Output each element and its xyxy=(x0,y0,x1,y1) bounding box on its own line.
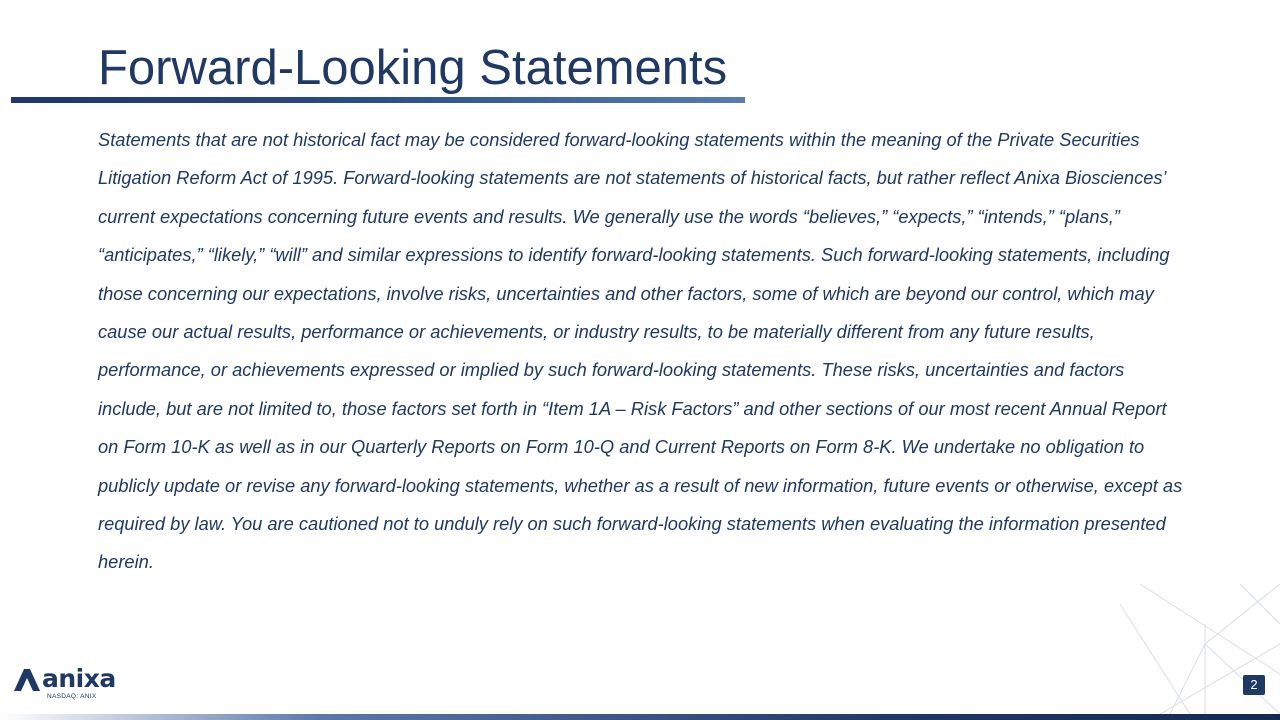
nasdaq-ticker: NASDAQ: ANIX xyxy=(47,693,97,700)
anixa-logo xyxy=(14,664,134,703)
slide-title: Forward-Looking Statements xyxy=(98,41,728,95)
footer-bar xyxy=(0,714,1280,720)
forward-looking-statement-text: Statements that are not historical fact may be considered forward-looking statements within the meaning of the Private Securities Litigation Reform Act of 1995. Forward-looking statements are not statements of historical facts, but rather reflect Anixa Biosciences’ current expectations concerning future events and results. We generally use the words “believes,” “expects,” “intends,” “plans,” “anticipates,” “likely,” “will” and similar expressions to identify forward-looking statements. Such forward-looking statements, including those concerning our expectations, involve risks, uncertainties and other factors, some of which are beyond our control, which may cause our actual results, performance or achievements, or industry results, to be materially different from any future results, performance, or achievements expressed or implied by such forward-looking statements. These risks, uncertainties and factors include, but are not limited to, those factors set forth in “Item 1A – Risk Factors” and other sections of our most recent Annual Report on Form 10-K as well as in our Quarterly Reports on Form 10-Q and Current Reports on Form 8-K. We undertake no obligation to publicly update or revise any forward-looking statements, whether as a result of new information, future events or otherwise, except as required by law. You are cautioned not to unduly rely on such forward-looking statements when evaluating the information presented herein. xyxy=(98,129,1183,573)
anixa-wordmark: anixa xyxy=(42,664,116,693)
anixa-logo-mark-icon xyxy=(14,669,40,691)
title-underline xyxy=(11,97,745,103)
page-number-badge: 2 xyxy=(1243,675,1265,695)
